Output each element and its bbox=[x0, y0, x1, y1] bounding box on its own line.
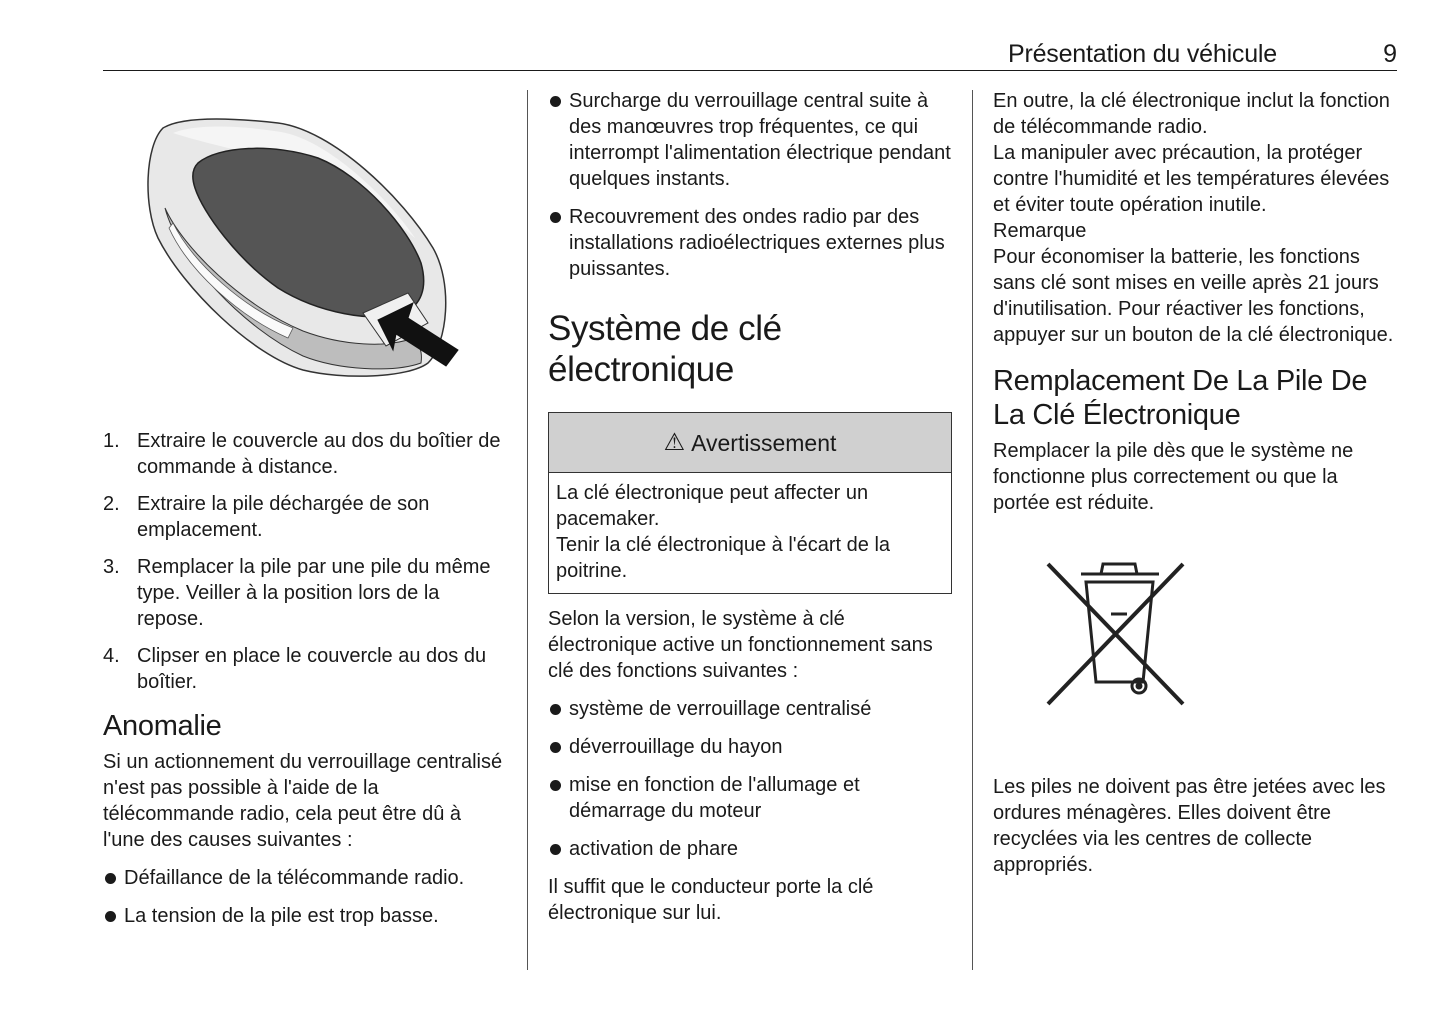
crossed-bin-icon bbox=[993, 534, 1397, 774]
anomalie-paragraph: Si un actionnement du verrouillage centralisé n'est pas possible à l'aide de la télécommande radio, cela peut être dû à l'une des causes suivantes : bbox=[103, 751, 503, 851]
remark-title: Remarque bbox=[993, 220, 1087, 242]
list-item: Recouvrement des ondes radio par des installations radioélectriques externes plus puissantes. bbox=[548, 204, 952, 282]
bullet-icon bbox=[550, 844, 561, 855]
column-divider bbox=[527, 90, 528, 970]
recycling-paragraph: Les piles ne doivent pas être jetées avec les ordures ménagères. Elles doivent être recyclées via les centres de collecte appropriés. bbox=[993, 776, 1386, 876]
section-title-key-system: Système de clé électronique bbox=[548, 309, 782, 389]
bullet-icon bbox=[105, 873, 116, 884]
list-item: 2. Extraire la pile déchargée de son emplacement. bbox=[103, 493, 430, 541]
remark-paragraph: Pour économiser la batterie, les fonctions sans clé sont mises en veille après 21 jours d'inutilisation. Pour réactiver les fonctions, appuyer sur un bouton de la clé électronique. bbox=[993, 246, 1394, 346]
causes-list bbox=[103, 865, 508, 929]
battery-paragraph: Remplacer la pile dès que le système ne fonctionne plus correctement ou que la portée est réduite. bbox=[993, 440, 1354, 514]
causes-list-continued bbox=[548, 88, 952, 282]
warning-body: La clé électronique peut affecter un pacemaker. Tenir la clé électronique à l'écart de la poitrine. bbox=[556, 482, 891, 582]
list-item: La tension de la pile est trop basse. bbox=[103, 903, 508, 929]
replacement-steps bbox=[103, 428, 508, 695]
bullet-icon bbox=[550, 780, 561, 791]
section-title-anomalie: Anomalie bbox=[103, 710, 222, 742]
closing-paragraph: Il suffit que le conducteur porte la clé électronique sur lui. bbox=[548, 876, 874, 924]
bullet-icon bbox=[550, 704, 561, 715]
list-item: déverrouillage du hayon bbox=[548, 734, 952, 760]
list-item: 3. Remplacer la pile par une pile du même type. Veiller à la position lors de la repose. bbox=[103, 556, 491, 630]
paragraph: En outre, la clé électronique inclut la fonction de télécommande radio. bbox=[993, 90, 1390, 138]
page-number: 9 bbox=[1383, 40, 1397, 68]
list-item: Défaillance de la télécommande radio. bbox=[103, 865, 508, 891]
bullet-icon bbox=[105, 911, 116, 922]
list-item: Surcharge du verrouillage central suite à des manœuvres trop fréquentes, ce qui interrompt l'alimentation électrique pendant quelques instants. bbox=[548, 88, 952, 192]
warning-box bbox=[548, 412, 952, 594]
column-left bbox=[103, 88, 508, 941]
chapter-title: Présentation du véhicule bbox=[1008, 40, 1277, 68]
list-item: système de verrouillage centralisé bbox=[548, 696, 952, 722]
warning-triangle-icon: ⚠ bbox=[663, 428, 686, 456]
bullet-icon bbox=[550, 212, 561, 223]
key-fob-drawing bbox=[103, 88, 508, 428]
column-middle bbox=[548, 88, 952, 926]
column-right bbox=[993, 88, 1397, 878]
functions-list bbox=[548, 696, 952, 862]
list-item: 4. Clipser en place le couvercle au dos du boîtier. bbox=[103, 645, 487, 693]
bullet-icon bbox=[550, 742, 561, 753]
list-item: activation de phare bbox=[548, 836, 952, 862]
page-header bbox=[103, 38, 1397, 71]
key-fob-illustration bbox=[103, 88, 508, 428]
warning-header: ⚠ Avertissement bbox=[549, 413, 951, 473]
functions-intro: Selon la version, le système à clé électronique active un fonctionnement sans clé des fonctions suivantes : bbox=[548, 608, 933, 682]
paragraph: La manipuler avec précaution, la protéger contre l'humidité et les températures élevées et éviter toute opération inutile. bbox=[993, 142, 1390, 216]
recycling-symbol bbox=[993, 534, 1397, 774]
list-item: 1. Extraire le couvercle au dos du boîtier de commande à distance. bbox=[103, 430, 501, 478]
bullet-icon bbox=[550, 96, 561, 107]
list-item: mise en fonction de l'allumage et démarrage du moteur bbox=[548, 772, 952, 824]
section-title-battery: Remplacement De La Pile De La Clé Électronique bbox=[993, 365, 1368, 431]
column-divider bbox=[972, 90, 973, 970]
